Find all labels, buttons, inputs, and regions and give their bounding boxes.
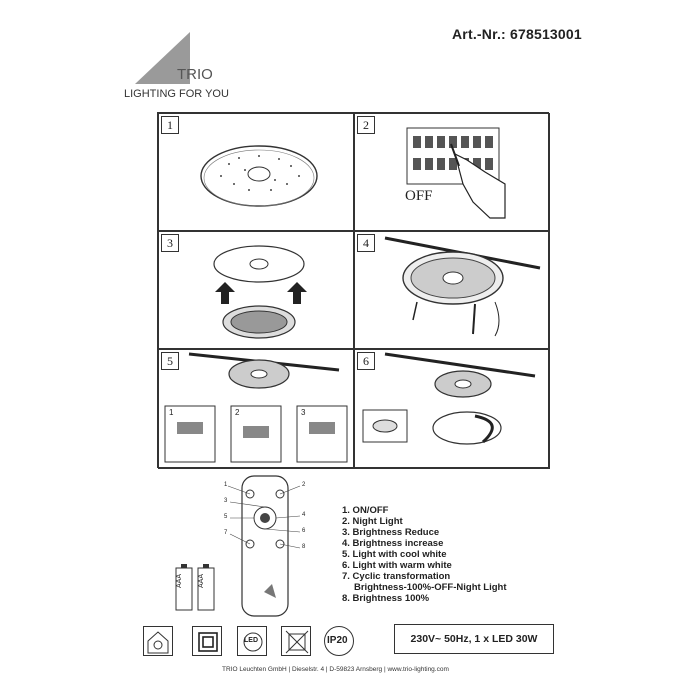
fuse-box-icon xyxy=(355,114,551,232)
remote-button-label: 6 xyxy=(302,528,306,534)
off-label: OFF xyxy=(405,188,433,204)
legend-item: 2. Night Light xyxy=(342,516,403,527)
step-number: 4 xyxy=(357,234,375,252)
remove-cover-icon xyxy=(159,232,355,350)
remote-button-label: 4 xyxy=(302,512,306,518)
ip-rating-label: IP20 xyxy=(327,635,348,646)
reattach-cover-icon xyxy=(355,350,551,470)
led-label: LED xyxy=(244,637,258,644)
legend-item: 8. Brightness 100% xyxy=(342,593,430,604)
footer-address: TRIO Leuchten GmbH | Dieselstr. 4 | D-59823 Arnsberg | www.trio-lighting.com xyxy=(222,666,449,673)
remote-button-label: 2 xyxy=(302,482,306,488)
battery-label: AAA xyxy=(176,573,183,588)
step-number: 5 xyxy=(161,352,179,370)
remote-button-label: 3 xyxy=(224,498,228,504)
step-number: 1 xyxy=(161,116,179,134)
battery-label: AAA xyxy=(198,573,205,588)
remote-button-label: 1 xyxy=(224,482,228,488)
led-icon xyxy=(237,626,267,656)
step-1-panel xyxy=(158,113,354,231)
step-number: 6 xyxy=(357,352,375,370)
wiring-icon xyxy=(159,350,355,470)
no-dimmer-icon xyxy=(281,626,311,656)
brand-tagline: LIGHTING FOR YOU xyxy=(124,88,229,100)
remote-control-icon xyxy=(220,472,310,622)
step-grid xyxy=(157,112,549,468)
legend-item: 7. Cyclic transformation xyxy=(342,571,451,582)
substep-3-label: 3 xyxy=(301,408,306,417)
step-2-panel xyxy=(354,113,550,231)
ip-rating-icon xyxy=(324,626,354,656)
legend-item: 3. Brightness Reduce xyxy=(342,527,440,538)
step-4-panel xyxy=(354,231,550,349)
step-number: 2 xyxy=(357,116,375,134)
substep-1-label: 1 xyxy=(169,408,174,417)
protection-class-ii-icon xyxy=(192,626,222,656)
step-number: 3 xyxy=(161,234,179,252)
brand-name: TRIO xyxy=(177,66,213,83)
ceiling-lamp-icon xyxy=(159,114,355,232)
electrical-spec: 230V~ 50Hz, 1 x LED 30W xyxy=(394,624,554,654)
article-number: Art.-Nr.: 678513001 xyxy=(452,26,582,42)
remote-button-label: 8 xyxy=(302,544,306,550)
mount-base-icon xyxy=(355,232,551,350)
remote-button-label: 7 xyxy=(224,530,228,536)
indoor-use-icon xyxy=(143,626,173,656)
legend-item: 5. Light with cool white xyxy=(342,549,447,560)
remote-legend xyxy=(342,505,507,604)
legend-item: Brightness-100%-OFF-Night Light xyxy=(354,582,507,593)
step-6-panel xyxy=(354,349,550,469)
legend-item: 1. ON/OFF xyxy=(342,505,389,516)
legend-item: 4. Brightness increase xyxy=(342,538,444,549)
step-3-panel xyxy=(158,231,354,349)
remote-button-label: 5 xyxy=(224,514,228,520)
step-5-panel xyxy=(158,349,354,469)
substep-2-label: 2 xyxy=(235,408,240,417)
legend-item: 6. Light with warm white xyxy=(342,560,452,571)
